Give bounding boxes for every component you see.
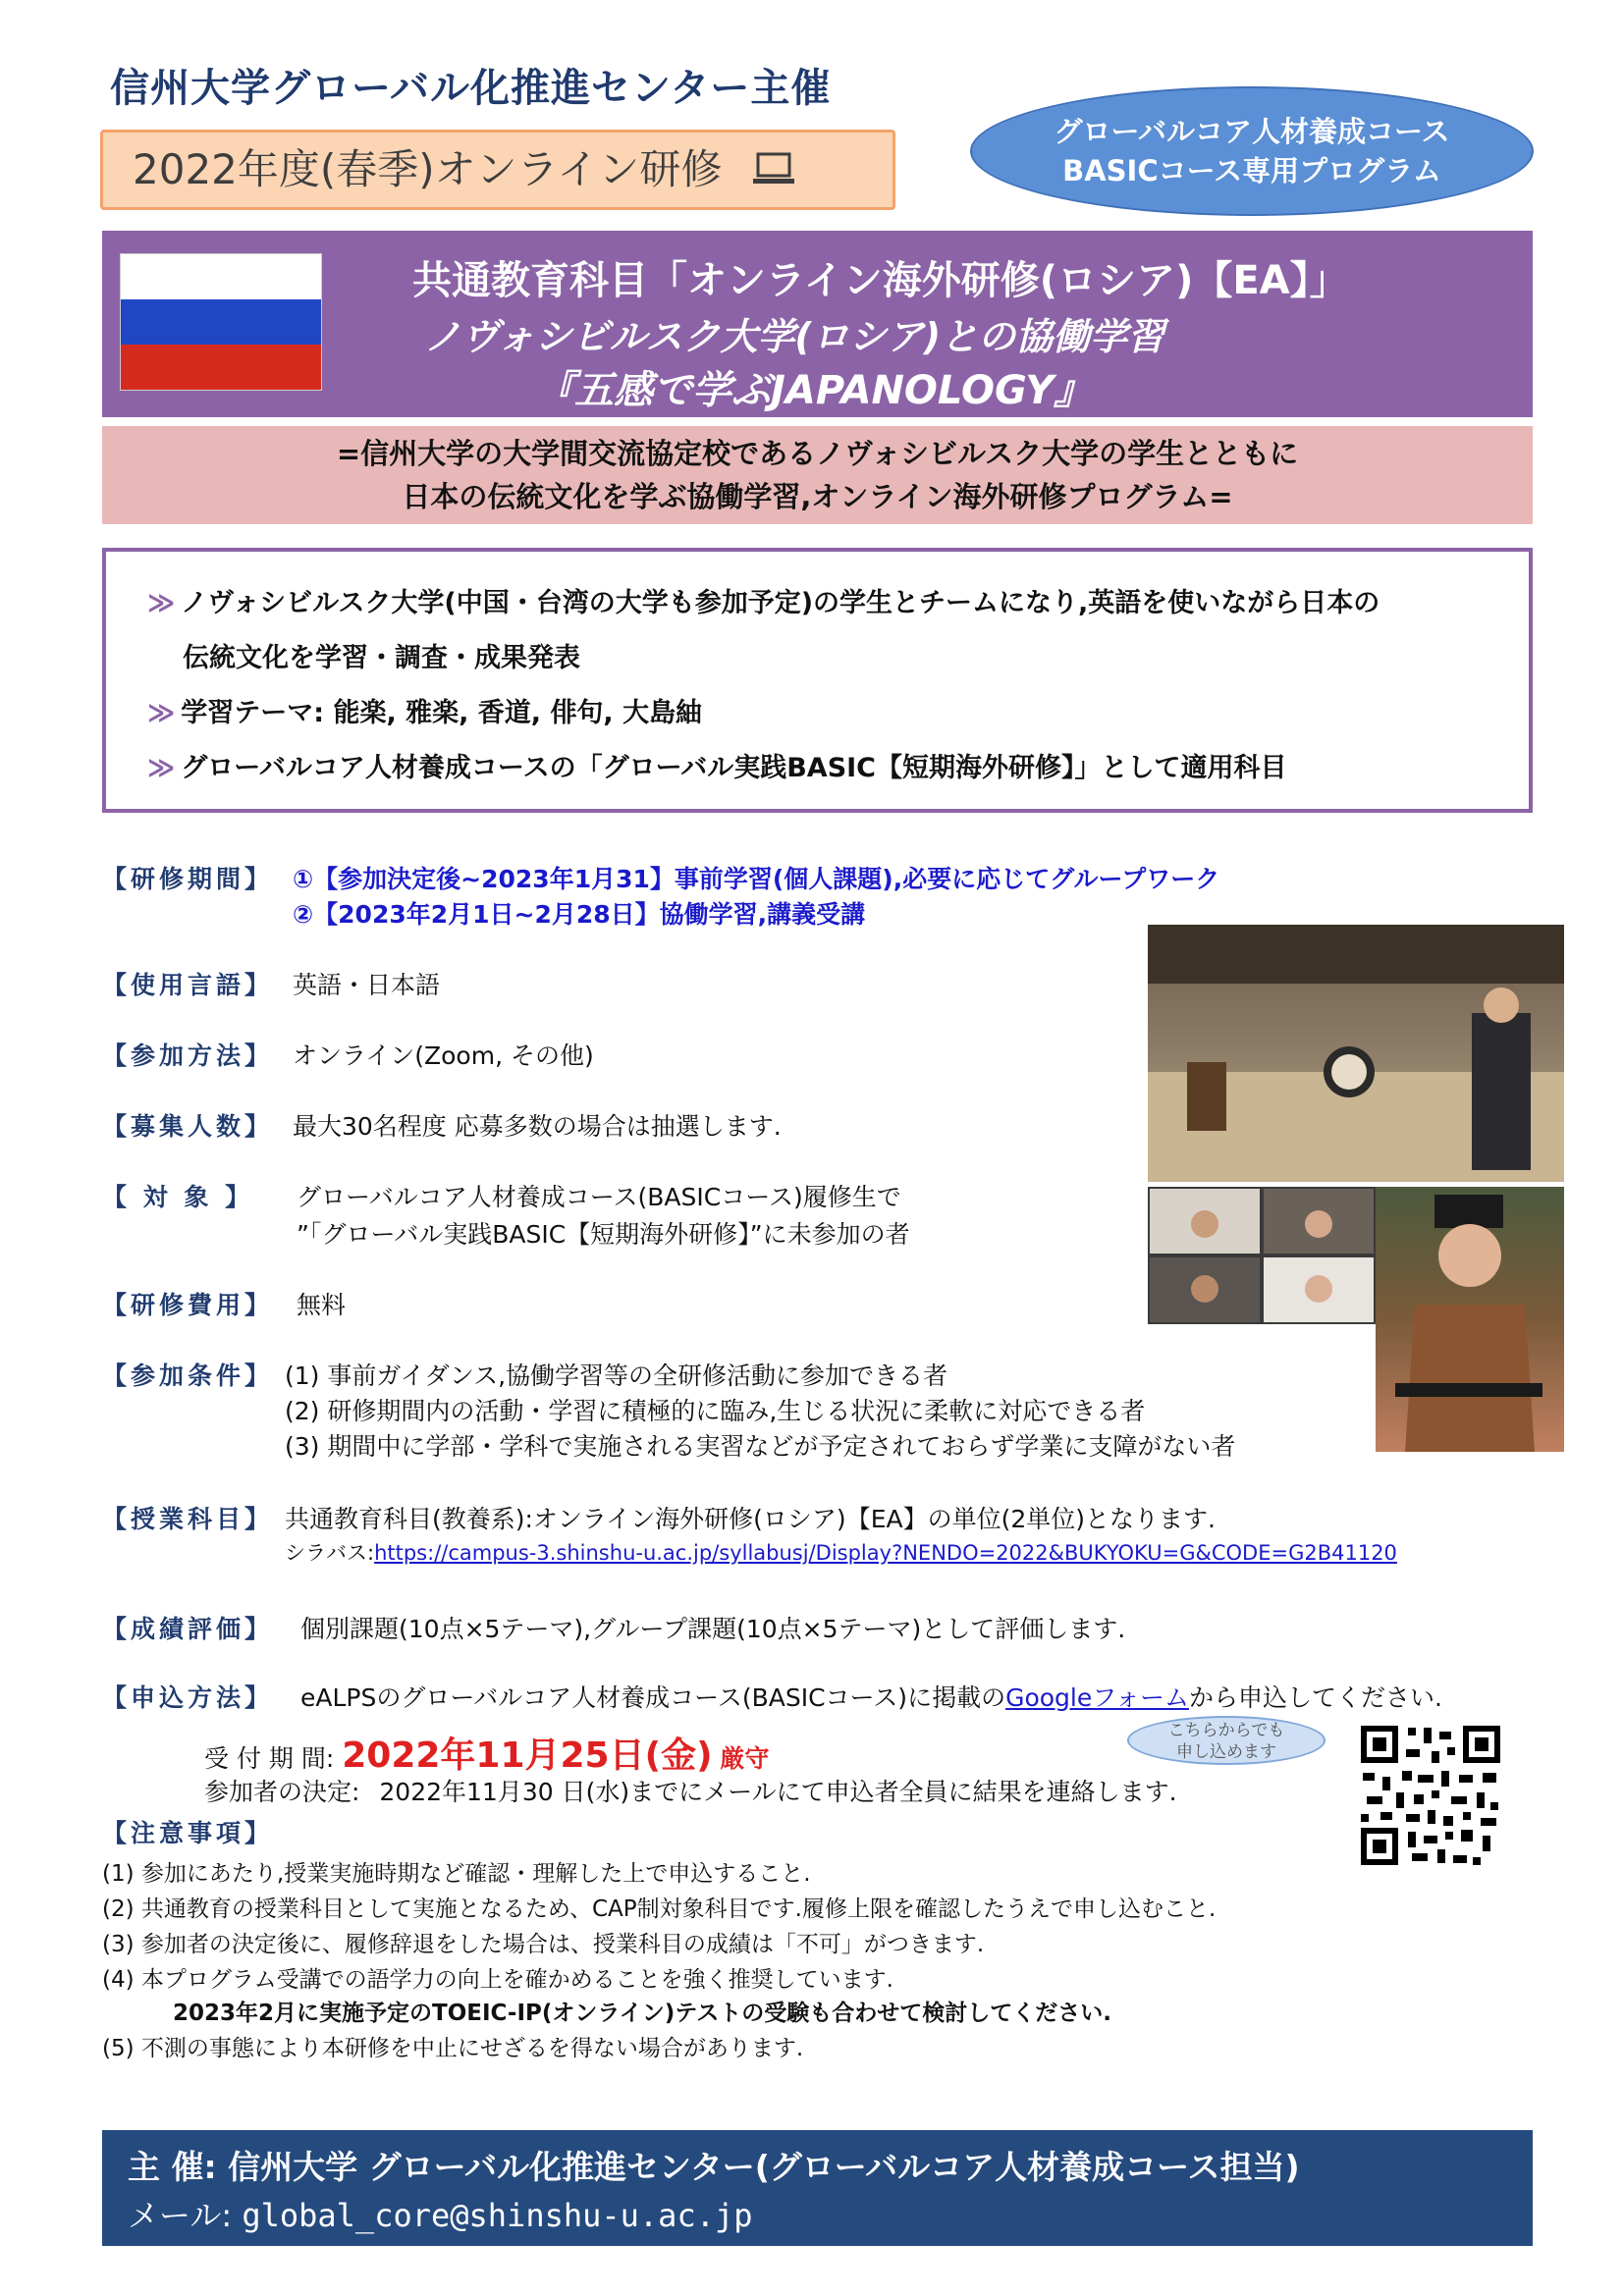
capacity-label: 【募集人数】 (102, 1112, 274, 1141)
badge-line-1: グローバルコア人材養成コース (1054, 115, 1450, 148)
capacity-value: 最大30名程度 応募多数の場合は抽選します. (293, 1112, 782, 1141)
footer-organizer (102, 2130, 1533, 2246)
syllabus-link[interactable]: https://campus-3.shinshu-u.ac.jp/syllabusj/Display?NENDO=2022&BUKYOKU=G&CODE=G2B41120 (374, 1541, 1397, 1565)
fee-value: 無料 (297, 1291, 347, 1319)
grading-label: 【成績評価】 (102, 1615, 274, 1643)
badge-line-2: BASICコース専用プログラム (1062, 154, 1441, 187)
deadline-date: 2022年11月25日(金) (342, 1735, 713, 1776)
basic-course-badge (970, 86, 1534, 216)
chevron-right-icon: ≫ (147, 698, 176, 728)
note-4: (4) 本プログラム受講での語学力の向上を確かめることを強く推奨しています. (102, 1967, 893, 1993)
highlight-text: ノヴォシビルスク大学(中国・台湾の大学も参加予定)の学生とチームになり,英語を使いながら日本の (181, 588, 1380, 618)
syllabus-prefix: シラバス: (285, 1541, 375, 1565)
chevron-right-icon: ≫ (147, 588, 176, 618)
russia-flag-icon (120, 253, 322, 391)
note-5: (5) 不測の事態により本研修を中止にせざるを得ない場合があります. (102, 2036, 804, 2061)
program-tag-label: 2022年度(春季)オンライン研修 (133, 145, 723, 193)
highlight-item-3 (147, 746, 1287, 784)
deadline-label: 受 付 期 間: (204, 1744, 335, 1773)
notes-label: 【注意事項】 (102, 1819, 274, 1847)
apply-label: 【申込方法】 (102, 1683, 274, 1712)
decision-value: 2022年11月30 日(水)までにメールにて申込者全員に結果を連絡します. (379, 1778, 1177, 1806)
target-value-1: グローバルコア人材養成コース(BASICコース)履修生で (297, 1183, 901, 1211)
note-1: (1) 参加にあたり,授業実施時期など確認・理解した上で申込すること. (102, 1861, 811, 1887)
footer-mail-line (128, 2191, 753, 2236)
condition-1: (1) 事前ガイダンス,協働学習等の全研修活動に参加できる者 (285, 1362, 948, 1390)
method-value: オンライン(Zoom, その他) (293, 1041, 594, 1070)
highlight-item-2 (147, 691, 702, 729)
language-value: 英語・日本語 (293, 971, 441, 999)
highlight-item-1-cont: 伝統文化を学習・調査・成果発表 (183, 643, 580, 673)
organizer-title: 信州大学グローバル化推進センター主催 (110, 66, 832, 111)
conditions-label: 【参加条件】 (102, 1362, 274, 1390)
chevron-right-icon: ≫ (147, 753, 176, 783)
callout-line-2: 申し込めます (1176, 1742, 1276, 1762)
apply-prefix: eALPSのグローバルコア人材養成コース(BASICコース)に掲載の (300, 1683, 1006, 1712)
method-label: 【参加方法】 (102, 1041, 274, 1070)
zoom-meeting-photo (1148, 1187, 1376, 1324)
apply-suffix: から申込してください. (1189, 1683, 1442, 1712)
google-form-link[interactable]: Googleフォーム (1005, 1683, 1189, 1712)
period-1: ①【参加決定後~2023年1月31】事前学習(個人課題),必要に応じてグループワーク (293, 865, 1220, 893)
fee-label: 【研修費用】 (102, 1291, 274, 1319)
deadline-row (204, 1728, 769, 1778)
grading-value: 個別課題(10点×5テーマ),グループ課題(10点×5テーマ)として評価します. (300, 1615, 1126, 1643)
apply-value (300, 1679, 1442, 1714)
note-3: (3) 参加者の決定後に、履修辞退をした場合は、授業科目の成績は「不可」がつきます. (102, 1932, 985, 1957)
decision-label: 参加者の決定: (204, 1778, 360, 1806)
mail-label: メール: (128, 2197, 233, 2234)
highlight-item-1 (147, 581, 1380, 619)
mail-address[interactable]: global_core@shinshu-u.ac.jp (242, 2197, 753, 2234)
period-label: 【研修期間】 (102, 865, 274, 893)
syllabus-row (285, 1537, 1397, 1567)
priest-photo (1376, 1187, 1564, 1452)
language-label: 【使用言語】 (102, 971, 274, 999)
noh-stage-photo (1148, 925, 1564, 1182)
highlight-text: 学習テーマ: 能楽, 雅楽, 香道, 俳句, 大島紬 (181, 698, 703, 728)
note-4-toeic: 2023年2月に実施予定のTOEIC-IP(オンライン)テストの受験も合わせて検討してください. (173, 2001, 1112, 2026)
description-line-1: =信州大学の大学間交流協定校であるノヴォシビルスク大学の学生とともに (336, 437, 1299, 470)
course-label: 【授業科目】 (102, 1505, 274, 1533)
course-value: 共通教育科目(教養系):オンライン海外研修(ロシア)【EA】の単位(2単位)となります. (285, 1505, 1216, 1533)
condition-3: (3) 期間中に学部・学科で実施される実習などが予定されておらず学業に支障がない者 (285, 1432, 1236, 1461)
target-value-2: ”「グローバル実践BASIC【短期海外研修】”に未参加の者 (297, 1220, 910, 1249)
target-label: 【 対 象 】 (102, 1183, 254, 1211)
course-theme: 『五感で学ぶJAPANOLOGY』 (535, 368, 1094, 413)
qr-callout (1127, 1716, 1325, 1765)
callout-line-1: こちらからでも (1167, 1721, 1285, 1740)
condition-2: (2) 研修期間内の活動・学習に積極的に臨み,生じる状況に柔軟に対応できる者 (285, 1397, 1146, 1425)
program-tag (100, 130, 895, 210)
footer-organizer-line: 主 催: 信州大学 グローバル化推進センター(グローバルコア人材養成コース担当) (128, 2148, 1300, 2186)
program-description (102, 426, 1533, 524)
laptop-icon (751, 135, 796, 210)
decision-row (204, 1773, 1177, 1808)
note-2: (2) 共通教育の授業科目として実施となるため、CAP制対象科目です.履修上限を確認したうえで申し込むこと. (102, 1896, 1217, 1922)
course-subtitle: ノヴォシビルスク大学(ロシア)との協働学習 (424, 315, 1165, 358)
period-2: ②【2023年2月1日~2月28日】協働学習,講義受講 (293, 900, 866, 929)
qr-code-icon[interactable] (1357, 1722, 1504, 1869)
description-line-2: 日本の伝統文化を学ぶ協働学習,オンライン海外研修プログラム= (402, 480, 1233, 513)
highlight-text: グローバルコア人材養成コースの「グローバル実践BASIC【短期海外研修】」として適用科目 (181, 753, 1287, 783)
deadline-note: 厳守 (720, 1744, 770, 1773)
course-title: 共通教育科目「オンライン海外研修(ロシア)【EA】」 (412, 258, 1349, 303)
